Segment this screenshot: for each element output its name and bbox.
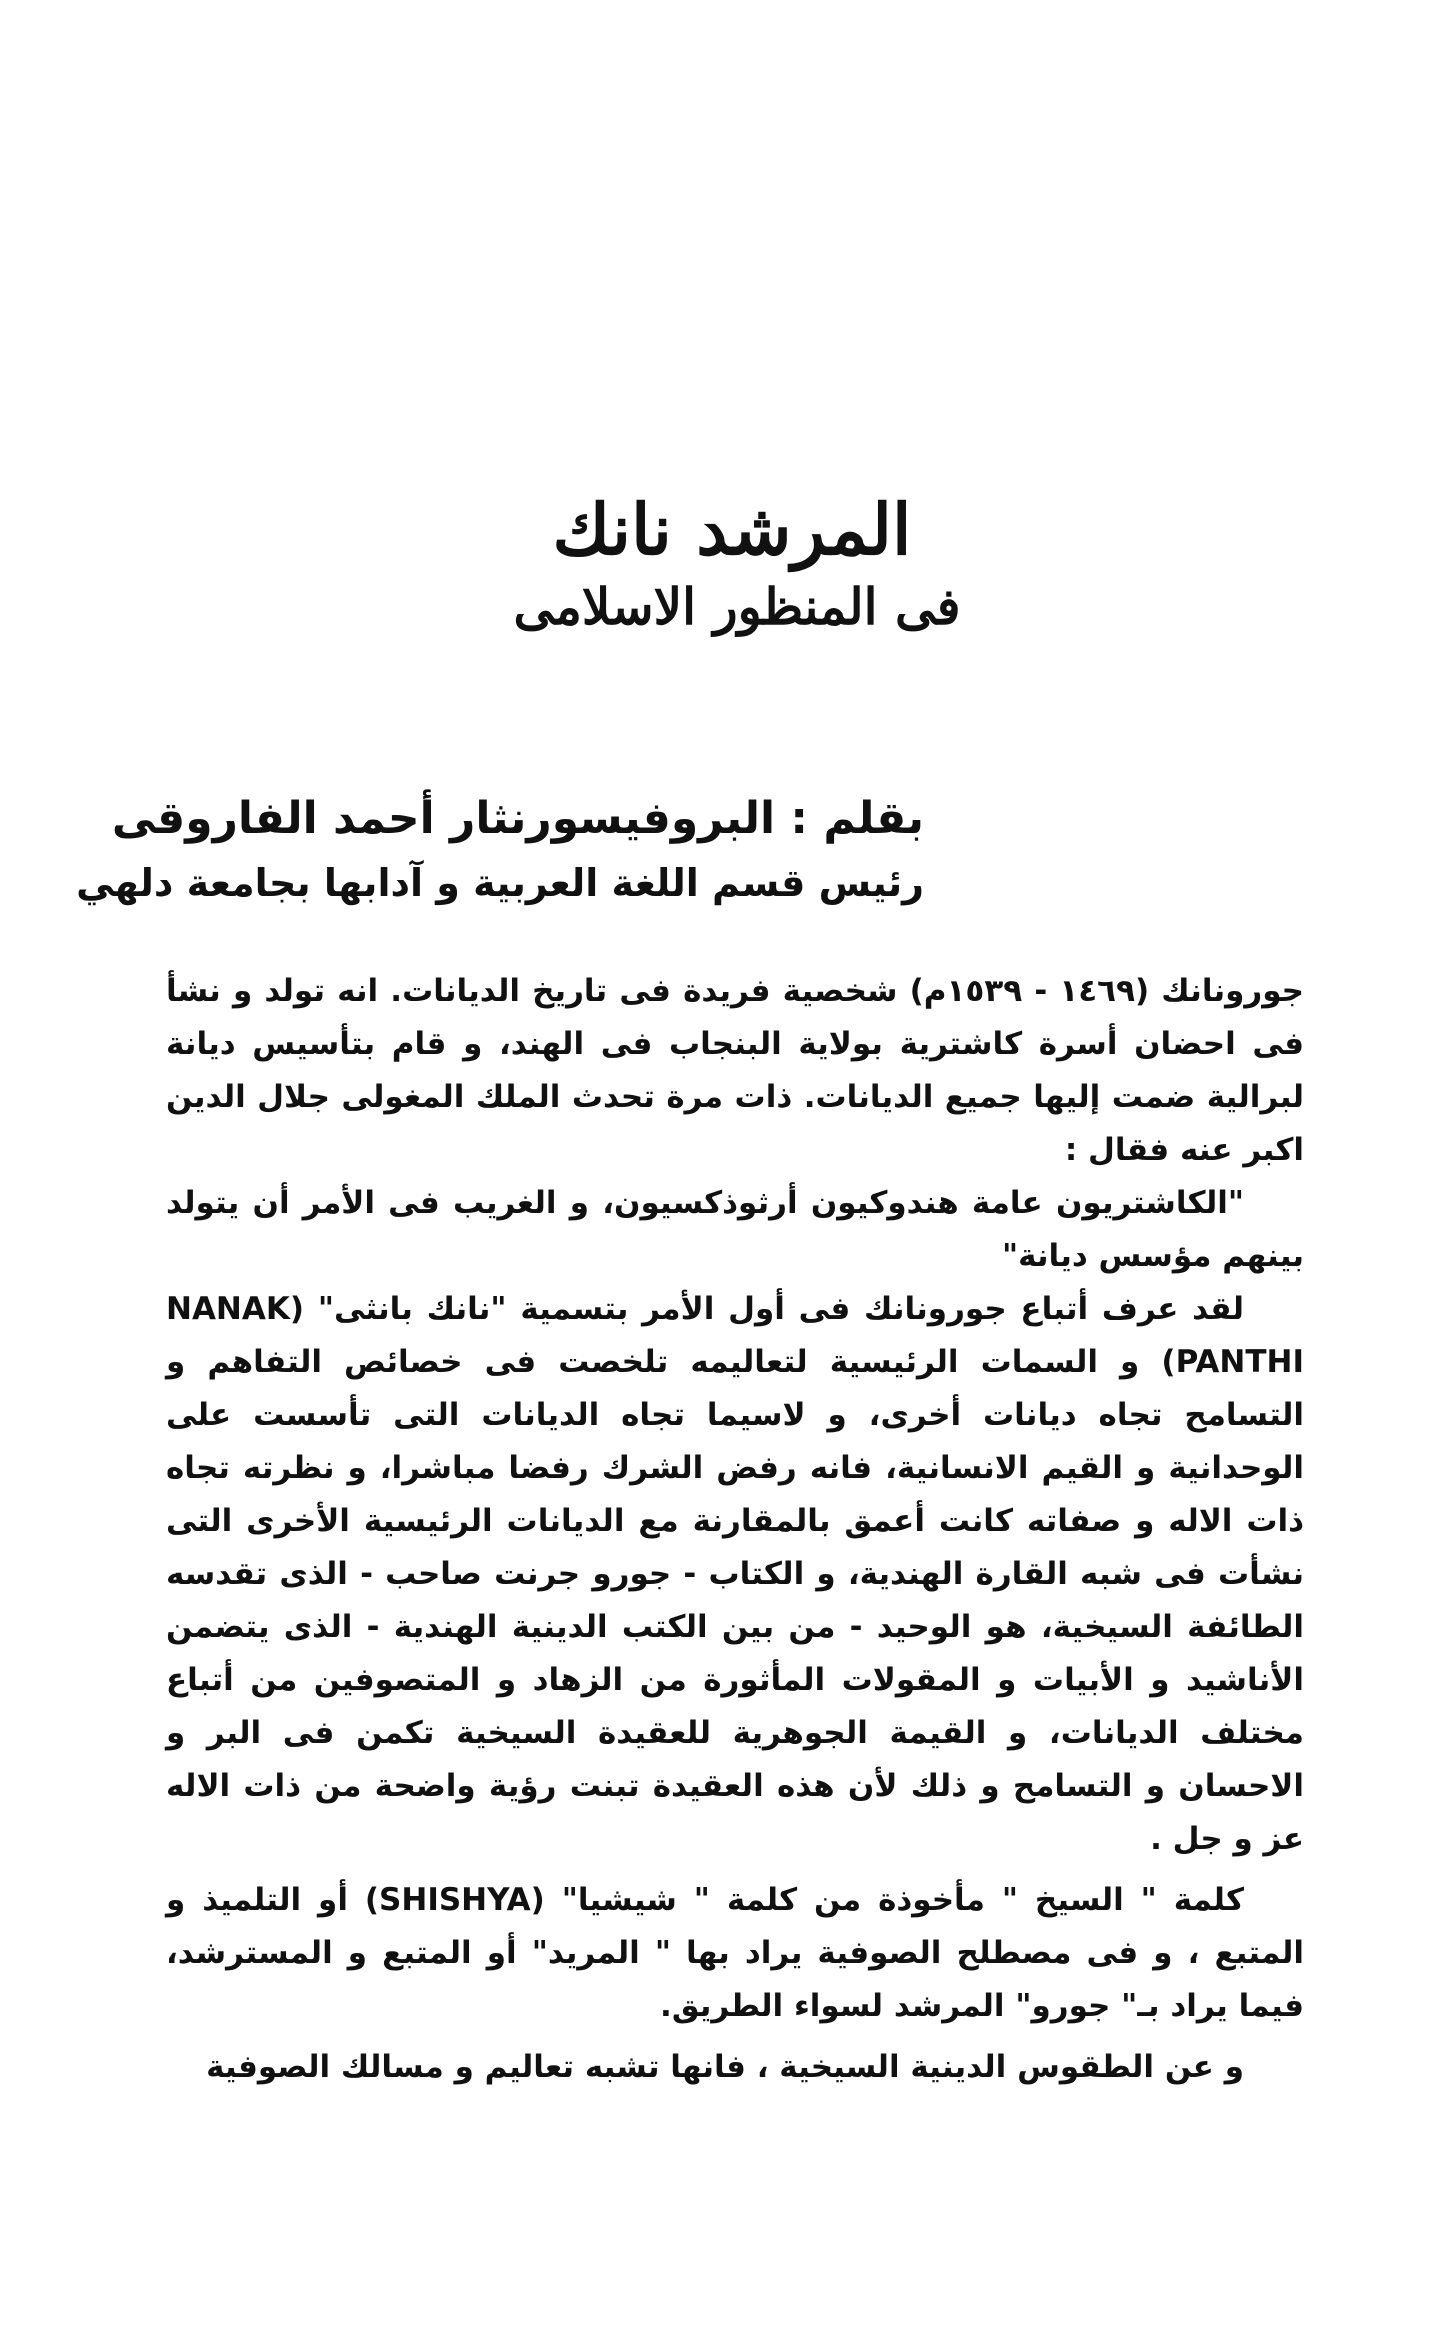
author-block [76,790,924,909]
paragraph-2-quote: "الكاشتريون عامة هندوكيون أرثوذكسيون، و الغريب فى الأمر أن يتولد بينهم مؤسس ديانة" [166,1185,1304,1274]
author-role: رئيس قسم اللغة العربية و آدابها بجامعة دلهي [76,861,924,906]
paragraph-3: لقد عرف أتباع جورونانك فى أول الأمر بتسمية "نانك بانثى" (NANAK PANTHI) و السمات الرئيسية لتعاليمه تلخصت فى خصائص التفاهم و التسامح تجاه ديانات أخرى، و لاسيما تجاه الديانات التى تأسست على الوحدانية و القيم الانسانية، فانه رفض الشرك رفضا مباشرا، و نظرته تجاه ذات الاله و صفاته كانت أعمق بالمقارنة مع الديانات الرئيسية الأخرى التى نشأت فى شبه القارة الهندية، و الكتاب - جورو جرنت صاحب - الذى تقدسه الطائفة السيخية، هو الوحيد - من بين الكتب الدينية الهندية - الذى يتضمن الأناشيد و الأبيات و المقولات المأثورة من الزهاد و المتصوفين من أتباع مختلف الديانات، و القيمة الجوهرية للعقيدة السيخية تكمن فى البر و الاحسان و التسامح و ذلك لأن هذه العقيدة تبنت رؤية واضحة من ذات الاله عز و جل . [166,1291,1304,1857]
paragraph-4: كلمة " السيخ " مأخوذة من كلمة " شيشيا" (SHISHYA) أو التلميذ و المتبع ، و فى مصطلح الصوفية يراد بها " المريد" أو المتبع و المسترشد، فيما يراد بـ" جورو" المرشد لسواء الطريق. [166,1882,1304,2024]
article-body [166,965,1304,2094]
page-subtitle: فى المنظور الاسلامى [513,576,961,636]
title-block [0,490,1454,637]
paragraph-5: و عن الطقوس الدينية السيخية ، فانها تشبه تعاليم و مسالك الصوفية [206,2049,1244,2085]
paragraph-1: جورونانك (١٤٦٩ - ١٥٣٩م) شخصية فريدة فى تاريخ الديانات. انه تولد و نشأ فى احضان أسرة كاشترية بولاية البنجاب فى الهند، و قام بتأسيس ديانة لبرالية ضمت إليها جميع الديانات. ذات مرة تحدث الملك المغولى جلال الدين اكبر عنه فقال : [166,973,1304,1168]
author-byline: بقلم : البروفيسورنثار أحمد الفاروقى [111,793,924,844]
page-title: المرشد نانك [552,488,912,571]
